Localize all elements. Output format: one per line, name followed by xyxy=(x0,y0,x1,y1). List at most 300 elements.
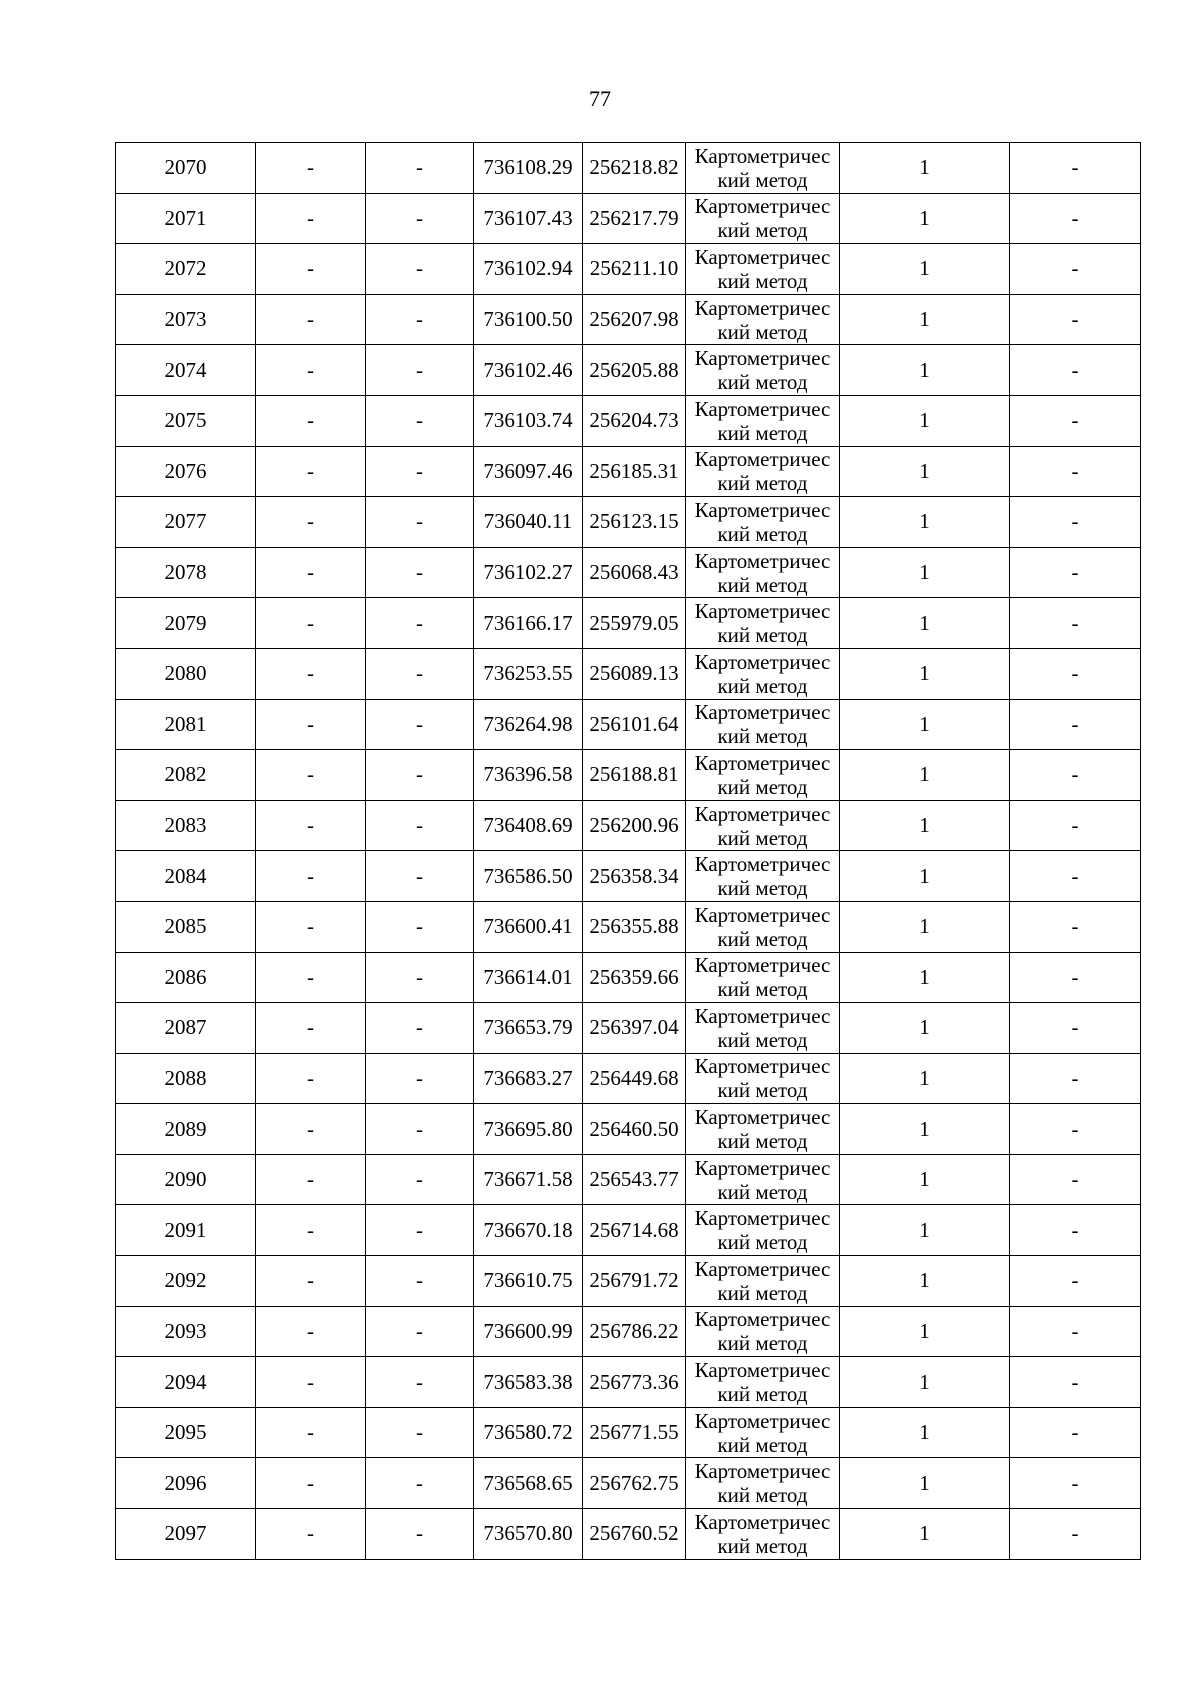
y-coordinate-cell: 256355.88 xyxy=(583,901,686,952)
point-number-cell: 2083 xyxy=(116,800,256,851)
y-coordinate-cell: 256543.77 xyxy=(583,1154,686,1205)
method-text-line: кий метод xyxy=(717,1230,808,1255)
dash-cell: - xyxy=(256,648,366,699)
x-coordinate-cell: 736600.41 xyxy=(474,901,583,952)
dash-cell: - xyxy=(366,1205,474,1256)
dash-cell: - xyxy=(1010,1104,1141,1155)
y-coordinate-cell: 256397.04 xyxy=(583,1003,686,1054)
y-coordinate-cell: 256217.79 xyxy=(583,193,686,244)
method-text-line: Картометричес xyxy=(694,801,831,826)
table-row xyxy=(116,750,1141,801)
x-coordinate-cell: 736040.11 xyxy=(474,497,583,548)
y-coordinate-cell: 255979.05 xyxy=(583,598,686,649)
table-row xyxy=(116,497,1141,548)
method-text-line: Картометричес xyxy=(694,244,831,269)
x-coordinate-cell: 736586.50 xyxy=(474,851,583,902)
method-text-line: кий метод xyxy=(717,1179,808,1204)
dash-cell: - xyxy=(1010,395,1141,446)
y-coordinate-cell: 256771.55 xyxy=(583,1407,686,1458)
dash-cell: - xyxy=(1010,547,1141,598)
table-row xyxy=(116,294,1141,345)
point-number-cell: 2090 xyxy=(116,1154,256,1205)
dash-cell: - xyxy=(1010,1357,1141,1408)
method-cell xyxy=(686,1205,840,1256)
dash-cell: - xyxy=(256,1407,366,1458)
accuracy-cell: 1 xyxy=(840,901,1010,952)
accuracy-cell: 1 xyxy=(840,395,1010,446)
dash-cell: - xyxy=(366,648,474,699)
x-coordinate-cell: 736107.43 xyxy=(474,193,583,244)
dash-cell: - xyxy=(366,143,474,194)
dash-cell: - xyxy=(366,193,474,244)
dash-cell: - xyxy=(256,1053,366,1104)
dash-cell: - xyxy=(1010,750,1141,801)
method-text-line: кий метод xyxy=(717,370,808,395)
accuracy-cell: 1 xyxy=(840,244,1010,295)
point-number-cell: 2095 xyxy=(116,1407,256,1458)
table-row xyxy=(116,1407,1141,1458)
dash-cell: - xyxy=(256,1458,366,1509)
method-cell xyxy=(686,1509,840,1560)
y-coordinate-cell: 256791.72 xyxy=(583,1256,686,1307)
method-text-line: Картометричес xyxy=(694,346,831,371)
dash-cell: - xyxy=(366,446,474,497)
method-text-line: кий метод xyxy=(717,1331,808,1356)
dash-cell: - xyxy=(366,244,474,295)
dash-cell: - xyxy=(1010,244,1141,295)
dash-cell: - xyxy=(1010,648,1141,699)
dash-cell: - xyxy=(366,1154,474,1205)
method-text-line: кий метод xyxy=(717,319,808,344)
accuracy-cell: 1 xyxy=(840,952,1010,1003)
dash-cell: - xyxy=(1010,1407,1141,1458)
dash-cell: - xyxy=(366,598,474,649)
y-coordinate-cell: 256188.81 xyxy=(583,750,686,801)
dash-cell: - xyxy=(366,1053,474,1104)
method-text-line: Картометричес xyxy=(694,902,831,927)
dash-cell: - xyxy=(366,497,474,548)
method-text-line: Картометричес xyxy=(694,750,831,775)
point-number-cell: 2080 xyxy=(116,648,256,699)
table-row xyxy=(116,446,1141,497)
point-number-cell: 2078 xyxy=(116,547,256,598)
x-coordinate-cell: 736568.65 xyxy=(474,1458,583,1509)
dash-cell: - xyxy=(366,800,474,851)
dash-cell: - xyxy=(366,1306,474,1357)
dash-cell: - xyxy=(256,294,366,345)
dash-cell: - xyxy=(1010,1154,1141,1205)
dash-cell: - xyxy=(1010,1458,1141,1509)
x-coordinate-cell: 736264.98 xyxy=(474,699,583,750)
x-coordinate-cell: 736102.46 xyxy=(474,345,583,396)
dash-cell: - xyxy=(256,1104,366,1155)
accuracy-cell: 1 xyxy=(840,1003,1010,1054)
y-coordinate-cell: 256760.52 xyxy=(583,1509,686,1560)
dash-cell: - xyxy=(1010,446,1141,497)
method-text-line: Картометричес xyxy=(694,548,831,573)
method-text-line: Картометричес xyxy=(694,1105,831,1130)
method-text-line: кий метод xyxy=(717,1129,808,1154)
dash-cell: - xyxy=(256,143,366,194)
point-number-cell: 2079 xyxy=(116,598,256,649)
method-cell xyxy=(686,1154,840,1205)
accuracy-cell: 1 xyxy=(840,1458,1010,1509)
y-coordinate-cell: 256359.66 xyxy=(583,952,686,1003)
method-cell xyxy=(686,143,840,194)
dash-cell: - xyxy=(256,1205,366,1256)
point-number-cell: 2071 xyxy=(116,193,256,244)
method-text-line: Картометричес xyxy=(694,700,831,725)
dash-cell: - xyxy=(256,750,366,801)
table-row xyxy=(116,1205,1141,1256)
table-row xyxy=(116,547,1141,598)
dash-cell: - xyxy=(366,1256,474,1307)
table-row xyxy=(116,851,1141,902)
dash-cell: - xyxy=(256,395,366,446)
accuracy-cell: 1 xyxy=(840,345,1010,396)
method-text-line: кий метод xyxy=(717,1483,808,1508)
dash-cell: - xyxy=(1010,901,1141,952)
dash-cell: - xyxy=(1010,851,1141,902)
method-text-line: кий метод xyxy=(717,673,808,698)
x-coordinate-cell: 736102.94 xyxy=(474,244,583,295)
y-coordinate-cell: 256358.34 xyxy=(583,851,686,902)
point-number-cell: 2082 xyxy=(116,750,256,801)
dash-cell: - xyxy=(1010,1509,1141,1560)
x-coordinate-cell: 736580.72 xyxy=(474,1407,583,1458)
table-row xyxy=(116,143,1141,194)
y-coordinate-cell: 256786.22 xyxy=(583,1306,686,1357)
dash-cell: - xyxy=(366,1458,474,1509)
table-row xyxy=(116,345,1141,396)
dash-cell: - xyxy=(256,244,366,295)
dash-cell: - xyxy=(366,294,474,345)
y-coordinate-cell: 256204.73 xyxy=(583,395,686,446)
accuracy-cell: 1 xyxy=(840,598,1010,649)
method-text-line: кий метод xyxy=(717,724,808,749)
x-coordinate-cell: 736253.55 xyxy=(474,648,583,699)
x-coordinate-cell: 736108.29 xyxy=(474,143,583,194)
method-text-line: Картометричес xyxy=(694,953,831,978)
point-number-cell: 2086 xyxy=(116,952,256,1003)
dash-cell: - xyxy=(366,952,474,1003)
method-cell xyxy=(686,800,840,851)
method-text-line: кий метод xyxy=(717,825,808,850)
method-cell xyxy=(686,1053,840,1104)
dash-cell: - xyxy=(256,851,366,902)
accuracy-cell: 1 xyxy=(840,750,1010,801)
method-text-line: Картометричес xyxy=(694,649,831,674)
table-row xyxy=(116,1003,1141,1054)
x-coordinate-cell: 736396.58 xyxy=(474,750,583,801)
table-row xyxy=(116,699,1141,750)
accuracy-cell: 1 xyxy=(840,1357,1010,1408)
y-coordinate-cell: 256773.36 xyxy=(583,1357,686,1408)
method-text-line: кий метод xyxy=(717,420,808,445)
x-coordinate-cell: 736100.50 xyxy=(474,294,583,345)
dash-cell: - xyxy=(1010,1053,1141,1104)
point-number-cell: 2075 xyxy=(116,395,256,446)
dash-cell: - xyxy=(256,547,366,598)
method-text-line: Картометричес xyxy=(694,143,831,168)
method-text-line: Картометричес xyxy=(694,1206,831,1231)
method-cell xyxy=(686,750,840,801)
y-coordinate-cell: 256207.98 xyxy=(583,294,686,345)
method-cell xyxy=(686,1256,840,1307)
method-text-line: Картометричес xyxy=(694,1307,831,1332)
accuracy-cell: 1 xyxy=(840,143,1010,194)
x-coordinate-cell: 736653.79 xyxy=(474,1003,583,1054)
method-text-line: кий метод xyxy=(717,1027,808,1052)
accuracy-cell: 1 xyxy=(840,1154,1010,1205)
method-cell xyxy=(686,193,840,244)
point-number-cell: 2091 xyxy=(116,1205,256,1256)
dash-cell: - xyxy=(256,1154,366,1205)
accuracy-cell: 1 xyxy=(840,497,1010,548)
accuracy-cell: 1 xyxy=(840,1306,1010,1357)
accuracy-cell: 1 xyxy=(840,648,1010,699)
accuracy-cell: 1 xyxy=(840,1407,1010,1458)
coordinates-table xyxy=(115,142,1141,1560)
x-coordinate-cell: 736600.99 xyxy=(474,1306,583,1357)
dash-cell: - xyxy=(366,1509,474,1560)
point-number-cell: 2077 xyxy=(116,497,256,548)
dash-cell: - xyxy=(256,345,366,396)
accuracy-cell: 1 xyxy=(840,851,1010,902)
method-cell xyxy=(686,345,840,396)
accuracy-cell: 1 xyxy=(840,1053,1010,1104)
accuracy-cell: 1 xyxy=(840,1104,1010,1155)
dash-cell: - xyxy=(366,1357,474,1408)
table-row xyxy=(116,1306,1141,1357)
method-text-line: Картометричес xyxy=(694,1408,831,1433)
dash-cell: - xyxy=(1010,193,1141,244)
table-row xyxy=(116,1154,1141,1205)
method-text-line: кий метод xyxy=(717,521,808,546)
x-coordinate-cell: 736695.80 xyxy=(474,1104,583,1155)
method-text-line: Картометричес xyxy=(694,1155,831,1180)
point-number-cell: 2085 xyxy=(116,901,256,952)
method-cell xyxy=(686,1306,840,1357)
method-cell xyxy=(686,648,840,699)
table-row xyxy=(116,648,1141,699)
dash-cell: - xyxy=(366,699,474,750)
dash-cell: - xyxy=(1010,598,1141,649)
x-coordinate-cell: 736408.69 xyxy=(474,800,583,851)
table-row xyxy=(116,1509,1141,1560)
method-cell xyxy=(686,395,840,446)
dash-cell: - xyxy=(1010,1003,1141,1054)
y-coordinate-cell: 256205.88 xyxy=(583,345,686,396)
y-coordinate-cell: 256200.96 xyxy=(583,800,686,851)
method-text-line: Картометричес xyxy=(694,295,831,320)
point-number-cell: 2076 xyxy=(116,446,256,497)
method-cell xyxy=(686,547,840,598)
dash-cell: - xyxy=(1010,1205,1141,1256)
dash-cell: - xyxy=(256,1003,366,1054)
x-coordinate-cell: 736103.74 xyxy=(474,395,583,446)
method-text-line: кий метод xyxy=(717,218,808,243)
method-text-line: Картометричес xyxy=(694,1509,831,1534)
dash-cell: - xyxy=(256,1306,366,1357)
x-coordinate-cell: 736166.17 xyxy=(474,598,583,649)
dash-cell: - xyxy=(366,547,474,598)
x-coordinate-cell: 736671.58 xyxy=(474,1154,583,1205)
y-coordinate-cell: 256185.31 xyxy=(583,446,686,497)
method-cell xyxy=(686,598,840,649)
method-text-line: кий метод xyxy=(717,1382,808,1407)
dash-cell: - xyxy=(256,901,366,952)
x-coordinate-cell: 736683.27 xyxy=(474,1053,583,1104)
dash-cell: - xyxy=(1010,497,1141,548)
table-row xyxy=(116,952,1141,1003)
y-coordinate-cell: 256449.68 xyxy=(583,1053,686,1104)
point-number-cell: 2092 xyxy=(116,1256,256,1307)
point-number-cell: 2084 xyxy=(116,851,256,902)
method-text-line: кий метод xyxy=(717,623,808,648)
method-text-line: кий метод xyxy=(717,1280,808,1305)
dash-cell: - xyxy=(256,193,366,244)
accuracy-cell: 1 xyxy=(840,1205,1010,1256)
method-cell xyxy=(686,1357,840,1408)
accuracy-cell: 1 xyxy=(840,446,1010,497)
table-row xyxy=(116,244,1141,295)
table-row xyxy=(116,901,1141,952)
method-cell xyxy=(686,901,840,952)
dash-cell: - xyxy=(256,1357,366,1408)
point-number-cell: 2081 xyxy=(116,699,256,750)
method-text-line: кий метод xyxy=(717,1432,808,1457)
method-text-line: кий метод xyxy=(717,572,808,597)
method-text-line: Картометричес xyxy=(694,852,831,877)
table-row xyxy=(116,1357,1141,1408)
dash-cell: - xyxy=(366,901,474,952)
x-coordinate-cell: 736614.01 xyxy=(474,952,583,1003)
method-cell xyxy=(686,1003,840,1054)
y-coordinate-cell: 256714.68 xyxy=(583,1205,686,1256)
point-number-cell: 2072 xyxy=(116,244,256,295)
point-number-cell: 2070 xyxy=(116,143,256,194)
table-row xyxy=(116,1053,1141,1104)
page-number: 77 xyxy=(589,86,611,111)
method-text-line: Картометричес xyxy=(694,497,831,522)
method-text-line: кий метод xyxy=(717,268,808,293)
point-number-cell: 2074 xyxy=(116,345,256,396)
method-cell xyxy=(686,1458,840,1509)
accuracy-cell: 1 xyxy=(840,800,1010,851)
dash-cell: - xyxy=(256,699,366,750)
dash-cell: - xyxy=(366,1104,474,1155)
method-text-line: Картометричес xyxy=(694,1256,831,1281)
method-cell xyxy=(686,497,840,548)
method-text-line: Картометричес xyxy=(694,194,831,219)
method-text-line: кий метод xyxy=(717,471,808,496)
accuracy-cell: 1 xyxy=(840,193,1010,244)
method-text-line: Картометричес xyxy=(694,1003,831,1028)
method-cell xyxy=(686,952,840,1003)
y-coordinate-cell: 256460.50 xyxy=(583,1104,686,1155)
dash-cell: - xyxy=(366,1407,474,1458)
method-text-line: кий метод xyxy=(717,1078,808,1103)
dash-cell: - xyxy=(366,395,474,446)
dash-cell: - xyxy=(256,1256,366,1307)
accuracy-cell: 1 xyxy=(840,294,1010,345)
table-row xyxy=(116,1256,1141,1307)
point-number-cell: 2089 xyxy=(116,1104,256,1155)
method-text-line: кий метод xyxy=(717,977,808,1002)
method-text-line: Картометричес xyxy=(694,1358,831,1383)
dash-cell: - xyxy=(1010,143,1141,194)
dash-cell: - xyxy=(256,952,366,1003)
x-coordinate-cell: 736570.80 xyxy=(474,1509,583,1560)
x-coordinate-cell: 736610.75 xyxy=(474,1256,583,1307)
point-number-cell: 2087 xyxy=(116,1003,256,1054)
point-number-cell: 2073 xyxy=(116,294,256,345)
dash-cell: - xyxy=(1010,1256,1141,1307)
method-cell xyxy=(686,1407,840,1458)
method-text-line: Картометричес xyxy=(694,1459,831,1484)
table-row xyxy=(116,1458,1141,1509)
dash-cell: - xyxy=(366,750,474,801)
method-text-line: кий метод xyxy=(717,167,808,192)
method-text-line: кий метод xyxy=(717,926,808,951)
x-coordinate-cell: 736670.18 xyxy=(474,1205,583,1256)
y-coordinate-cell: 256218.82 xyxy=(583,143,686,194)
y-coordinate-cell: 256101.64 xyxy=(583,699,686,750)
table-row xyxy=(116,193,1141,244)
dash-cell: - xyxy=(256,446,366,497)
dash-cell: - xyxy=(1010,1306,1141,1357)
x-coordinate-cell: 736097.46 xyxy=(474,446,583,497)
accuracy-cell: 1 xyxy=(840,699,1010,750)
table-row xyxy=(116,800,1141,851)
y-coordinate-cell: 256762.75 xyxy=(583,1458,686,1509)
table-body xyxy=(116,143,1141,1560)
method-text-line: кий метод xyxy=(717,876,808,901)
dash-cell: - xyxy=(1010,699,1141,750)
method-cell xyxy=(686,446,840,497)
point-number-cell: 2097 xyxy=(116,1509,256,1560)
method-text-line: Картометричес xyxy=(694,599,831,624)
dash-cell: - xyxy=(366,345,474,396)
dash-cell: - xyxy=(1010,800,1141,851)
dash-cell: - xyxy=(1010,952,1141,1003)
point-number-cell: 2094 xyxy=(116,1357,256,1408)
dash-cell: - xyxy=(256,598,366,649)
table-row xyxy=(116,395,1141,446)
y-coordinate-cell: 256123.15 xyxy=(583,497,686,548)
x-coordinate-cell: 736583.38 xyxy=(474,1357,583,1408)
accuracy-cell: 1 xyxy=(840,547,1010,598)
point-number-cell: 2093 xyxy=(116,1306,256,1357)
method-text-line: Картометричес xyxy=(694,396,831,421)
x-coordinate-cell: 736102.27 xyxy=(474,547,583,598)
method-text-line: кий метод xyxy=(717,774,808,799)
dash-cell: - xyxy=(256,1509,366,1560)
method-cell xyxy=(686,294,840,345)
method-text-line: кий метод xyxy=(717,1533,808,1558)
table-row xyxy=(116,1104,1141,1155)
dash-cell: - xyxy=(366,1003,474,1054)
method-cell xyxy=(686,699,840,750)
method-text-line: Картометричес xyxy=(694,447,831,472)
accuracy-cell: 1 xyxy=(840,1256,1010,1307)
dash-cell: - xyxy=(256,497,366,548)
y-coordinate-cell: 256211.10 xyxy=(583,244,686,295)
method-text-line: Картометричес xyxy=(694,1054,831,1079)
y-coordinate-cell: 256068.43 xyxy=(583,547,686,598)
accuracy-cell: 1 xyxy=(840,1509,1010,1560)
